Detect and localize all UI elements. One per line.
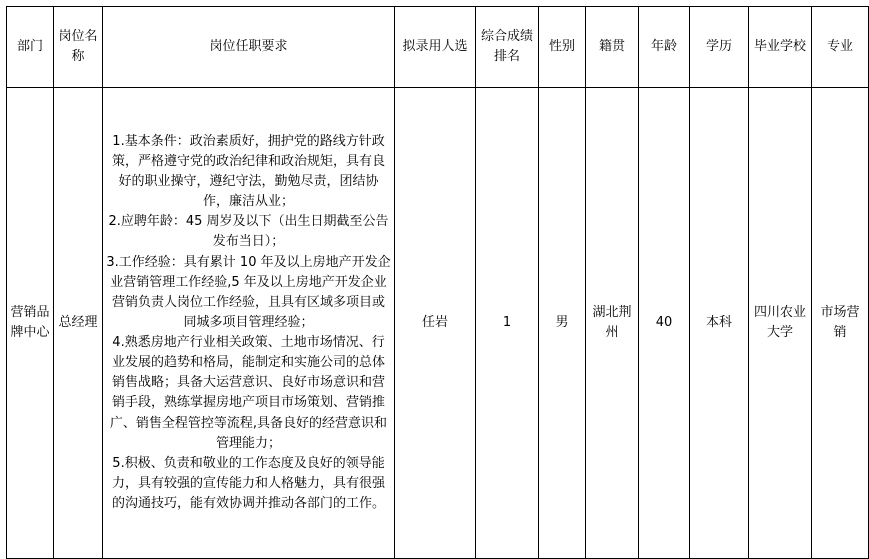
requirement-item-1: 1.基本条件：政治素质好，拥护党的路线方针政策，严格遵守党的政治纪律和政治规矩，具有良好的职业操守，遵纪守法，勤勉尽责，团结协作，廉洁从业； <box>111 133 385 210</box>
column-header-post-name: 岗位名称 <box>54 7 103 88</box>
cell-education: 本科 <box>690 88 749 559</box>
cell-candidate: 任岩 <box>395 88 476 559</box>
requirement-item-3: 3.工作经验：具有累计 10 年及以上房地产开发企业营销管理工作经验,5 年及以上房地产开发企业营销负责人岗位工作经验，且具有区域多项目或同城多项目管理经验； <box>106 254 391 330</box>
column-header-department: 部门 <box>7 7 54 88</box>
cell-department: 营销品牌中心 <box>7 88 54 559</box>
cell-origin: 湖北荆州 <box>586 88 639 559</box>
requirement-item-4: 4.熟悉房地产行业相关政策、土地市场情况、行业发展的趋势和格局，能制定和实施公司的总体销售战略；具备大运营意识、良好市场意识和营销手段，熟练掌握房地产项目市场策划、营销推广、销售全程管控等流程,具备良好的经营意识和管理能力； <box>109 335 388 451</box>
recruitment-table <box>6 6 869 559</box>
column-header-origin: 籍贯 <box>586 7 639 88</box>
column-header-age: 年龄 <box>639 7 690 88</box>
column-header-candidate: 拟录用人选 <box>395 7 476 88</box>
column-header-education: 学历 <box>690 7 749 88</box>
cell-post-name: 总经理 <box>54 88 103 559</box>
cell-requirements <box>103 88 395 559</box>
table-body <box>7 88 869 559</box>
column-header-major: 专业 <box>812 7 869 88</box>
cell-age: 40 <box>639 88 690 559</box>
table-header-row <box>7 7 869 88</box>
column-header-gender: 性别 <box>539 7 586 88</box>
requirement-item-5: 5.积极、负责和敬业的工作态度及良好的领导能力，具有较强的宣传能力和人格魅力，具有很强的沟通技巧，能有效协调并推动各部门的工作。 <box>111 455 385 512</box>
table-row <box>7 88 869 559</box>
cell-school: 四川农业大学 <box>749 88 812 559</box>
table-header <box>7 7 869 88</box>
cell-rank: 1 <box>476 88 539 559</box>
requirement-item-2: 2.应聘年龄：45 周岁及以下（出生日期截至公告发布当日）； <box>108 214 389 250</box>
column-header-requirements: 岗位任职要求 <box>103 7 395 88</box>
cell-gender: 男 <box>539 88 586 559</box>
cell-major: 市场营销 <box>812 88 869 559</box>
column-header-school: 毕业学校 <box>749 7 812 88</box>
column-header-rank: 综合成绩排名 <box>476 7 539 88</box>
